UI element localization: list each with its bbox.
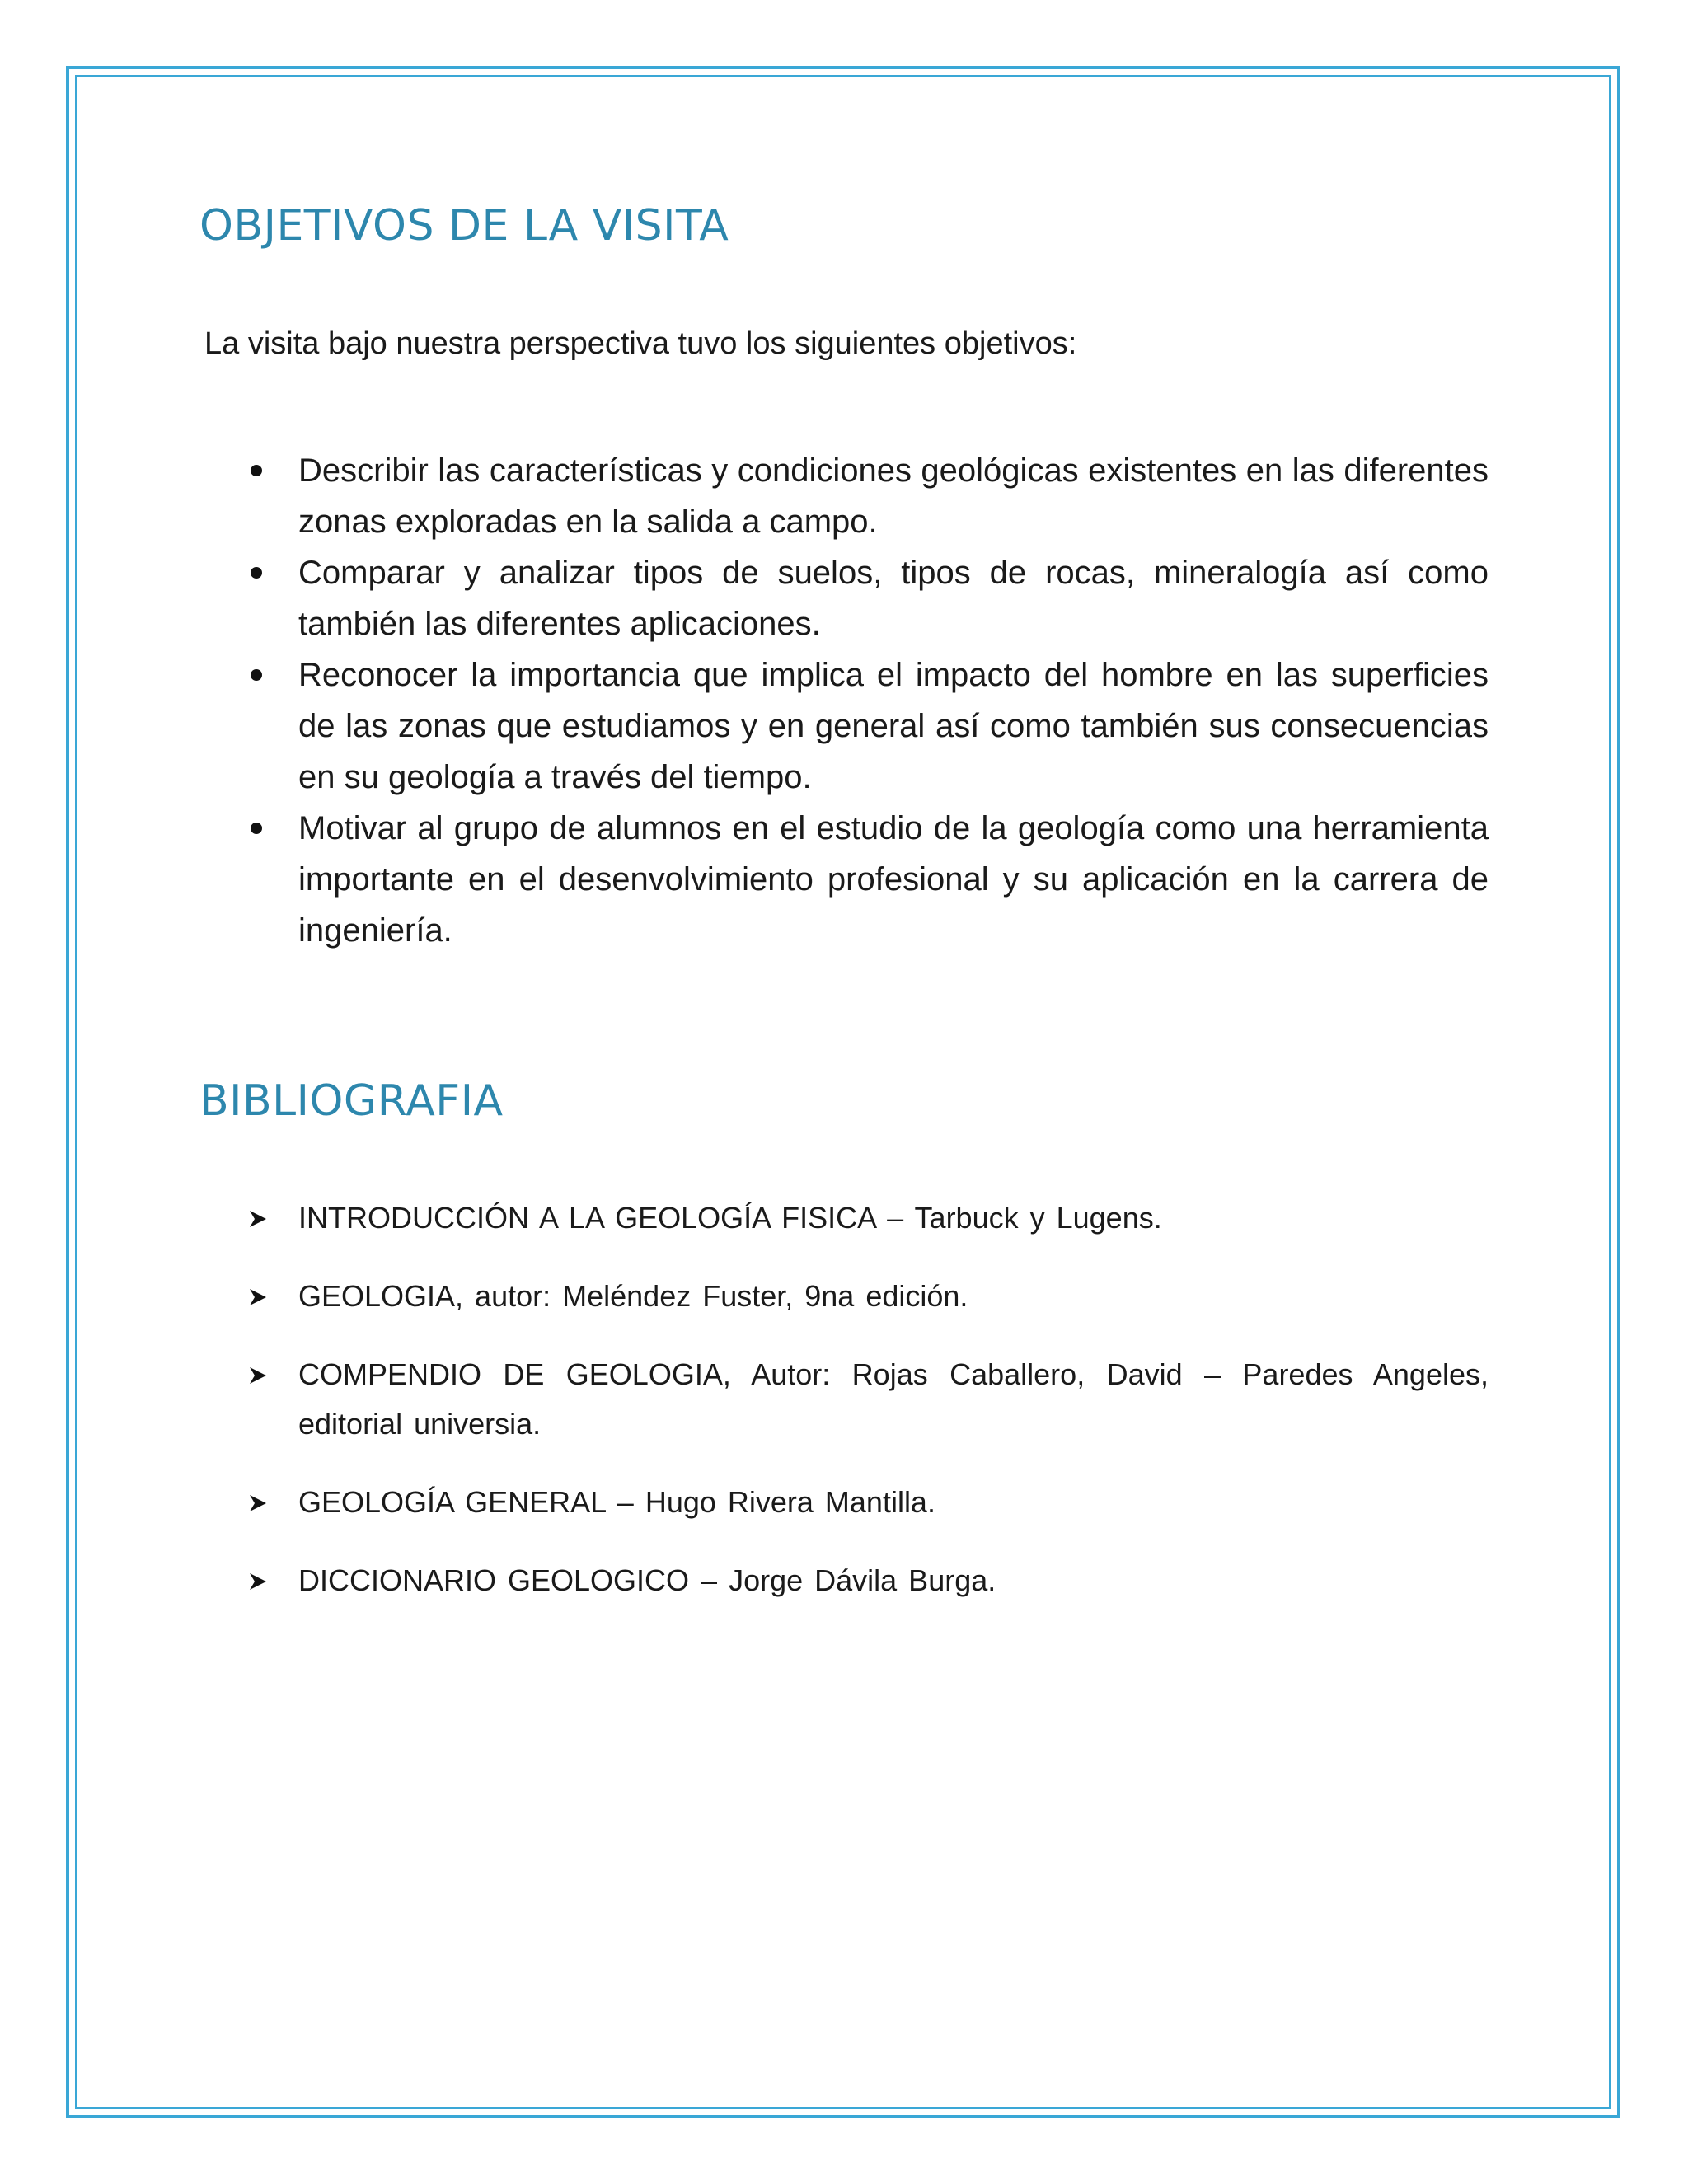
bibliography-item bbox=[247, 1193, 1489, 1243]
bullet-icon bbox=[251, 465, 262, 476]
bullet-icon bbox=[251, 823, 262, 834]
objective-text: Comparar y analizar tipos de suelos, tipos de rocas, mineralogía así como también las diferentes aplicaciones. bbox=[298, 555, 1489, 642]
bibliography-item bbox=[247, 1350, 1489, 1449]
intro-paragraph: La visita bajo nuestra perspectiva tuvo los siguientes objetivos: bbox=[204, 326, 1077, 361]
bullet-icon bbox=[251, 669, 262, 681]
bibliography-item bbox=[247, 1556, 1489, 1605]
objective-item bbox=[247, 445, 1489, 547]
bibliography-heading: BIBLIOGRAFIA bbox=[199, 1076, 504, 1126]
bibliography-list bbox=[247, 1193, 1489, 1634]
objective-text: Reconocer la importancia que implica el impacto del hombre en las superficies de las zonas que estudiamos y en general así como también sus consecuencias en su geología a través del tiempo. bbox=[298, 657, 1489, 795]
bibliography-text: INTRODUCCIÓN A LA GEOLOGÍA FISICA – Tarbuck y Lugens. bbox=[298, 1201, 1162, 1235]
arrowhead-bullet-icon bbox=[249, 1210, 267, 1228]
arrowhead-bullet-icon bbox=[249, 1494, 267, 1512]
objectives-list bbox=[247, 445, 1489, 956]
arrowhead-bullet-icon bbox=[249, 1572, 267, 1591]
bibliography-text: GEOLOGÍA GENERAL – Hugo Rivera Mantilla. bbox=[298, 1485, 935, 1519]
arrowhead-bullet-icon bbox=[249, 1288, 267, 1306]
bibliography-text: COMPENDIO DE GEOLOGIA, Autor: Rojas Caballero, David – Paredes Angeles, editorial universia. bbox=[298, 1357, 1489, 1441]
objective-item bbox=[247, 803, 1489, 956]
objectives-heading: OBJETIVOS DE LA VISITA bbox=[199, 201, 729, 251]
bullet-icon bbox=[251, 567, 262, 579]
objective-text: Motivar al grupo de alumnos en el estudio de la geología como una herramienta importante en el desenvolvimiento profesional y su aplicación en la carrera de ingeniería. bbox=[298, 810, 1489, 949]
arrowhead-bullet-icon bbox=[249, 1366, 267, 1385]
objective-item bbox=[247, 649, 1489, 803]
objective-item bbox=[247, 547, 1489, 649]
bibliography-item bbox=[247, 1272, 1489, 1321]
objective-text: Describir las características y condiciones geológicas existentes en las diferentes zonas exploradas en la salida a campo. bbox=[298, 452, 1489, 540]
bibliography-item bbox=[247, 1478, 1489, 1527]
bibliography-text: GEOLOGIA, autor: Meléndez Fuster, 9na edición. bbox=[298, 1279, 968, 1313]
bibliography-text: DICCIONARIO GEOLOGICO – Jorge Dávila Burga. bbox=[298, 1563, 996, 1597]
